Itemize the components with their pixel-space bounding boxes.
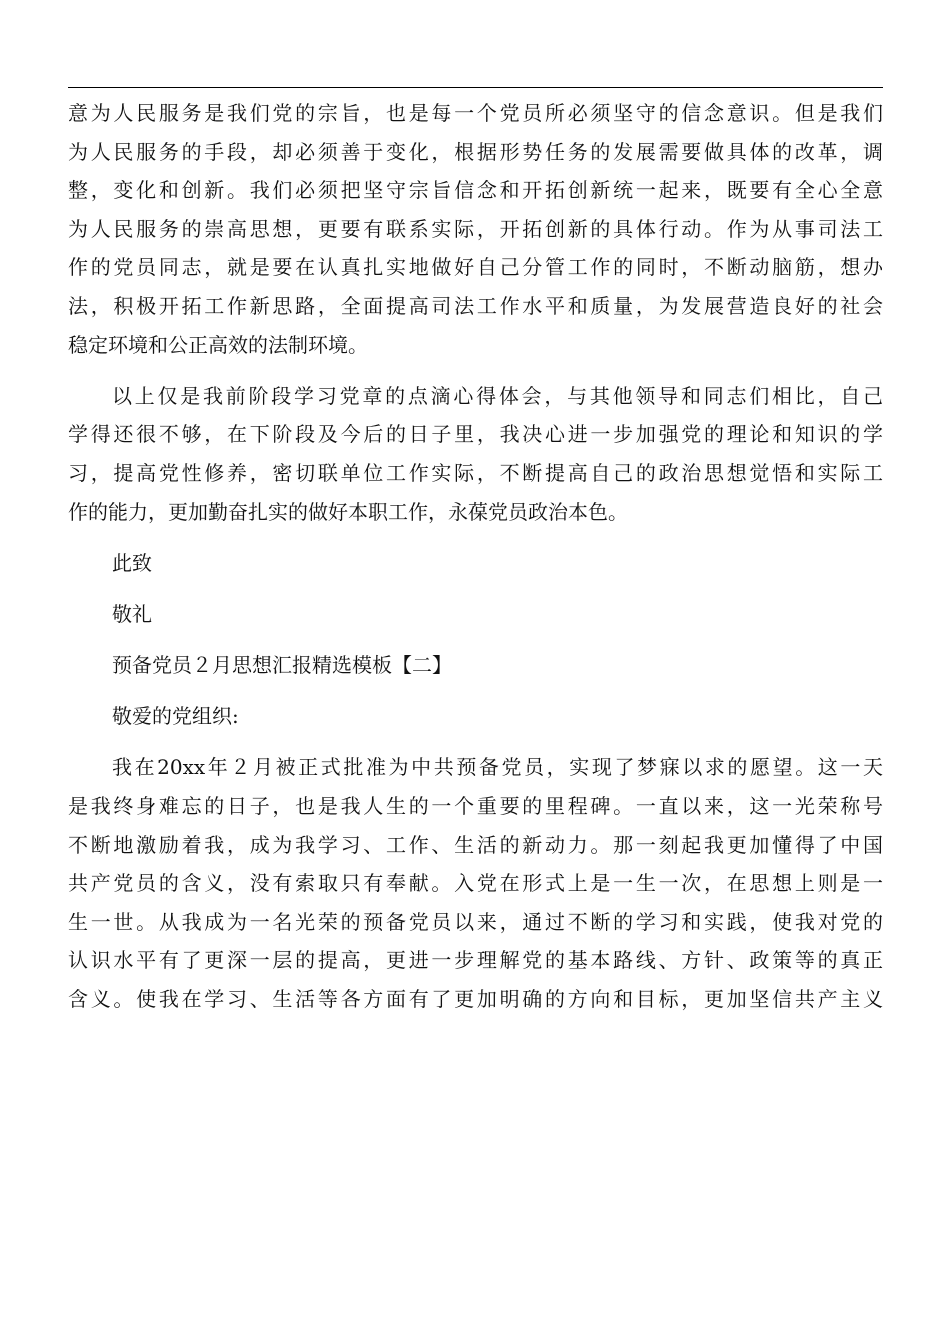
text-line: 共产党员的含义，没有索取只有奉献。入党在形式上是一生一次，在思想上则是一: [68, 871, 883, 896]
text-line: 稳定环境和公正高效的法制环境。: [68, 332, 368, 357]
section-title-text: 预备党员２月思想汇报精选模板【二】: [112, 653, 452, 678]
text-line: 为人民服务的手段，却必须善于变化，根据形势任务的发展需要做具体的改革，调: [68, 139, 883, 164]
text-line: 为人民服务的崇高思想，更要有联系实际，开拓创新的具体行动。作为从事司法工: [68, 216, 883, 241]
paragraph-2: [68, 377, 883, 531]
text-line: 整，变化和创新。我们必须把坚守宗旨信念和开拓创新统一起来，既要有全心全意: [68, 178, 883, 203]
section-title: [68, 646, 883, 685]
text-line: 此致: [112, 550, 152, 575]
text-line: 法，积极开拓工作新思路，全面提高司法工作水平和质量，为发展营造良好的社会: [68, 293, 883, 318]
text-line: 不断地激励着我，成为我学习、工作、生活的新动力。那一刻起我更加懂得了中国: [68, 832, 883, 857]
text-line: 含义。使我在学习、生活等各方面有了更加明确的方向和目标，更加坚信共产主义: [68, 987, 883, 1012]
text-line: 作的能力，更加勤奋扎实的做好本职工作，永葆党员政治本色。: [68, 499, 628, 524]
text-line: 作的党员同志，就是要在认真扎实地做好自己分管工作的同时，不断动脑筋，想办: [68, 255, 883, 280]
header-rule: [68, 87, 883, 88]
paragraph-3: [68, 748, 883, 1018]
text-line: 以上仅是我前阶段学习党章的点滴心得体会，与其他领导和同志们相比，自己: [112, 383, 883, 408]
text-line: 我在20xx年２月被正式批准为中共预备党员，实现了梦寐以求的愿望。这一天: [112, 755, 883, 780]
paragraph-1: [68, 94, 883, 364]
closing-salutation: [68, 544, 883, 583]
text-line: 习，提高党性修养，密切联单位工作实际，不断提高自己的政治思想觉悟和实际工: [68, 460, 883, 485]
text-line: 认识水平有了更深一层的提高，更进一步理解党的基本路线、方针、政策等的真正: [68, 948, 883, 973]
text-line: 敬礼: [112, 601, 152, 626]
greeting-text: 敬爱的党组织:: [112, 704, 239, 729]
text-line: 学得还很不够，在下阶段及今后的日子里，我决心进一步加强党的理论和知识的学: [68, 422, 883, 447]
text-line: 生一世。从我成为一名光荣的预备党员以来，通过不断的学习和实践，使我对党的: [68, 909, 883, 934]
text-line: 是我终身难忘的日子，也是我人生的一个重要的里程碑。一直以来，这一光荣称号: [68, 794, 883, 819]
closing-regards: [68, 595, 883, 634]
document-body: [68, 94, 883, 1019]
greeting: [68, 697, 883, 736]
text-line: 意为人民服务是我们党的宗旨，也是每一个党员所必须坚守的信念意识。但是我们: [68, 101, 883, 125]
